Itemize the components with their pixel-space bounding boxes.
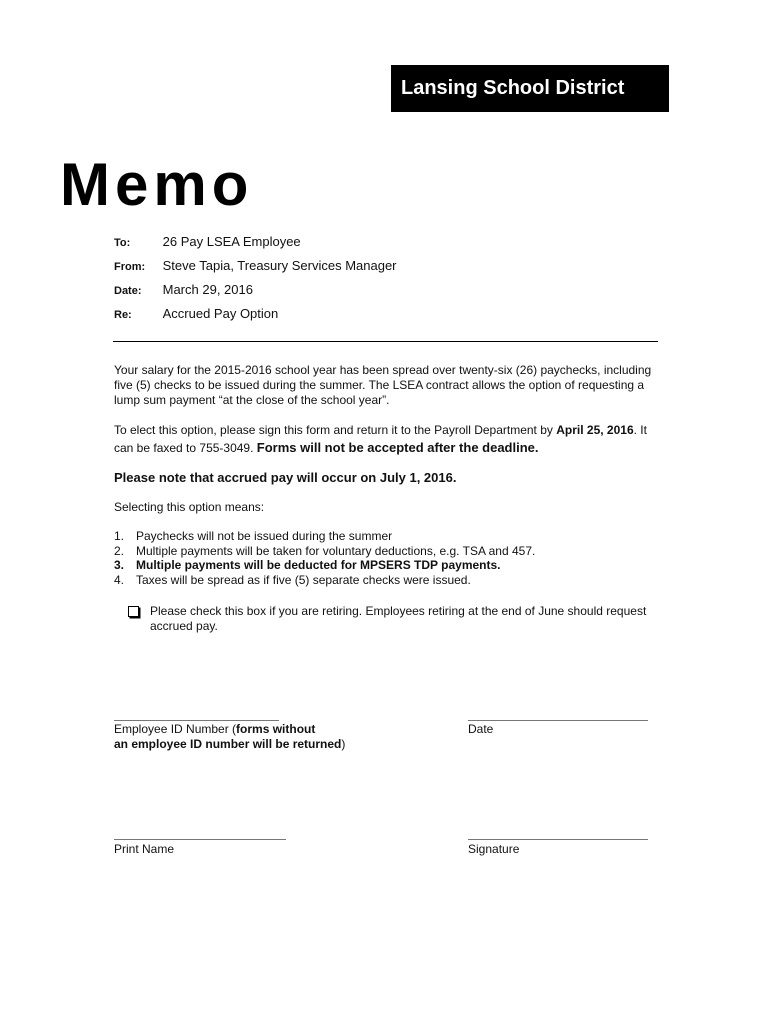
election-paragraph: [114, 422, 662, 457]
retiring-checkbox-label: Please check this box if you are retiring. Employees retiring at the end of June should request accrued pay.: [150, 604, 647, 633]
list-text: Multiple payments will be taken for voluntary deductions, e.g. TSA and 457.: [136, 543, 536, 558]
retiring-checkbox[interactable]: [128, 606, 139, 617]
memo-field-label: To:: [114, 237, 131, 249]
selecting-intro: Selecting this option means:: [114, 500, 265, 514]
employee-id-warning-2: an employee ID number will be returned: [114, 737, 342, 751]
date-label: Date: [468, 722, 494, 736]
employee-id-label-text: Employee ID Number (: [114, 722, 237, 736]
retiring-checkbox-row: [128, 604, 663, 634]
employee-id-label: [114, 722, 345, 752]
memo-title: Memo: [60, 151, 254, 218]
header-divider: [113, 341, 658, 342]
fax-text: . It can be faxed to 755-3049.: [114, 423, 647, 455]
employee-id-label-close: ): [341, 737, 346, 751]
memo-field-to: [114, 234, 301, 251]
signature-label: Signature: [468, 842, 520, 856]
list-number: 3.: [114, 558, 125, 572]
employee-id-warning-1: forms without: [236, 722, 316, 736]
memo-field-value: Steve Tapia, Treasury Services Manager: [162, 258, 397, 273]
employee-id-line[interactable]: [114, 720, 279, 721]
list-item: [114, 558, 535, 573]
election-text: To elect this option, please sign this form and return it to the Payroll Department by: [114, 423, 557, 437]
list-text: Taxes will be spread as if five (5) separate checks were issued.: [136, 572, 471, 587]
memo-field-value: March 29, 2016: [162, 282, 253, 297]
salary-paragraph: Your salary for the 2015-2016 school year has been spread over twenty-six (26) paychecks, including five (5) checks to be issued during the summer. The LSEA contract allows the option of requesting a lump sum payment “at the close of the school year”.: [114, 363, 652, 407]
memo-field-re: [114, 306, 278, 323]
memo-field-label: From:: [114, 261, 146, 273]
print-name-label: Print Name: [114, 842, 175, 856]
memo-field-label: Re:: [114, 309, 132, 321]
accrued-pay-note: Please note that accrued pay will occur on July 1, 2016.: [114, 470, 457, 485]
date-line[interactable]: [468, 720, 648, 721]
list-number: 4.: [114, 572, 125, 587]
memo-field-label: Date:: [114, 285, 142, 297]
list-item: [114, 573, 535, 588]
deadline-date: April 25, 2016: [556, 423, 634, 437]
deadline-warning: Forms will not be accepted after the deadline.: [256, 440, 539, 455]
print-name-line[interactable]: [114, 839, 286, 840]
memo-field-value: Accrued Pay Option: [162, 306, 279, 321]
organization-name: Lansing School District: [401, 77, 625, 99]
memo-field-date: [114, 282, 253, 299]
list-text: Paychecks will not be issued during the summer: [136, 529, 393, 543]
organization-banner: [391, 65, 669, 112]
option-list: [114, 529, 535, 587]
memo-field-from: [114, 258, 397, 275]
signature-line[interactable]: [468, 839, 648, 840]
list-item: [114, 529, 535, 544]
list-number: 1.: [114, 529, 125, 543]
list-item: [114, 544, 535, 559]
memo-field-value: 26 Pay LSEA Employee: [162, 234, 301, 249]
list-number: 2.: [114, 543, 125, 558]
list-text: Multiple payments will be deducted for MPSERS TDP payments.: [136, 558, 501, 572]
